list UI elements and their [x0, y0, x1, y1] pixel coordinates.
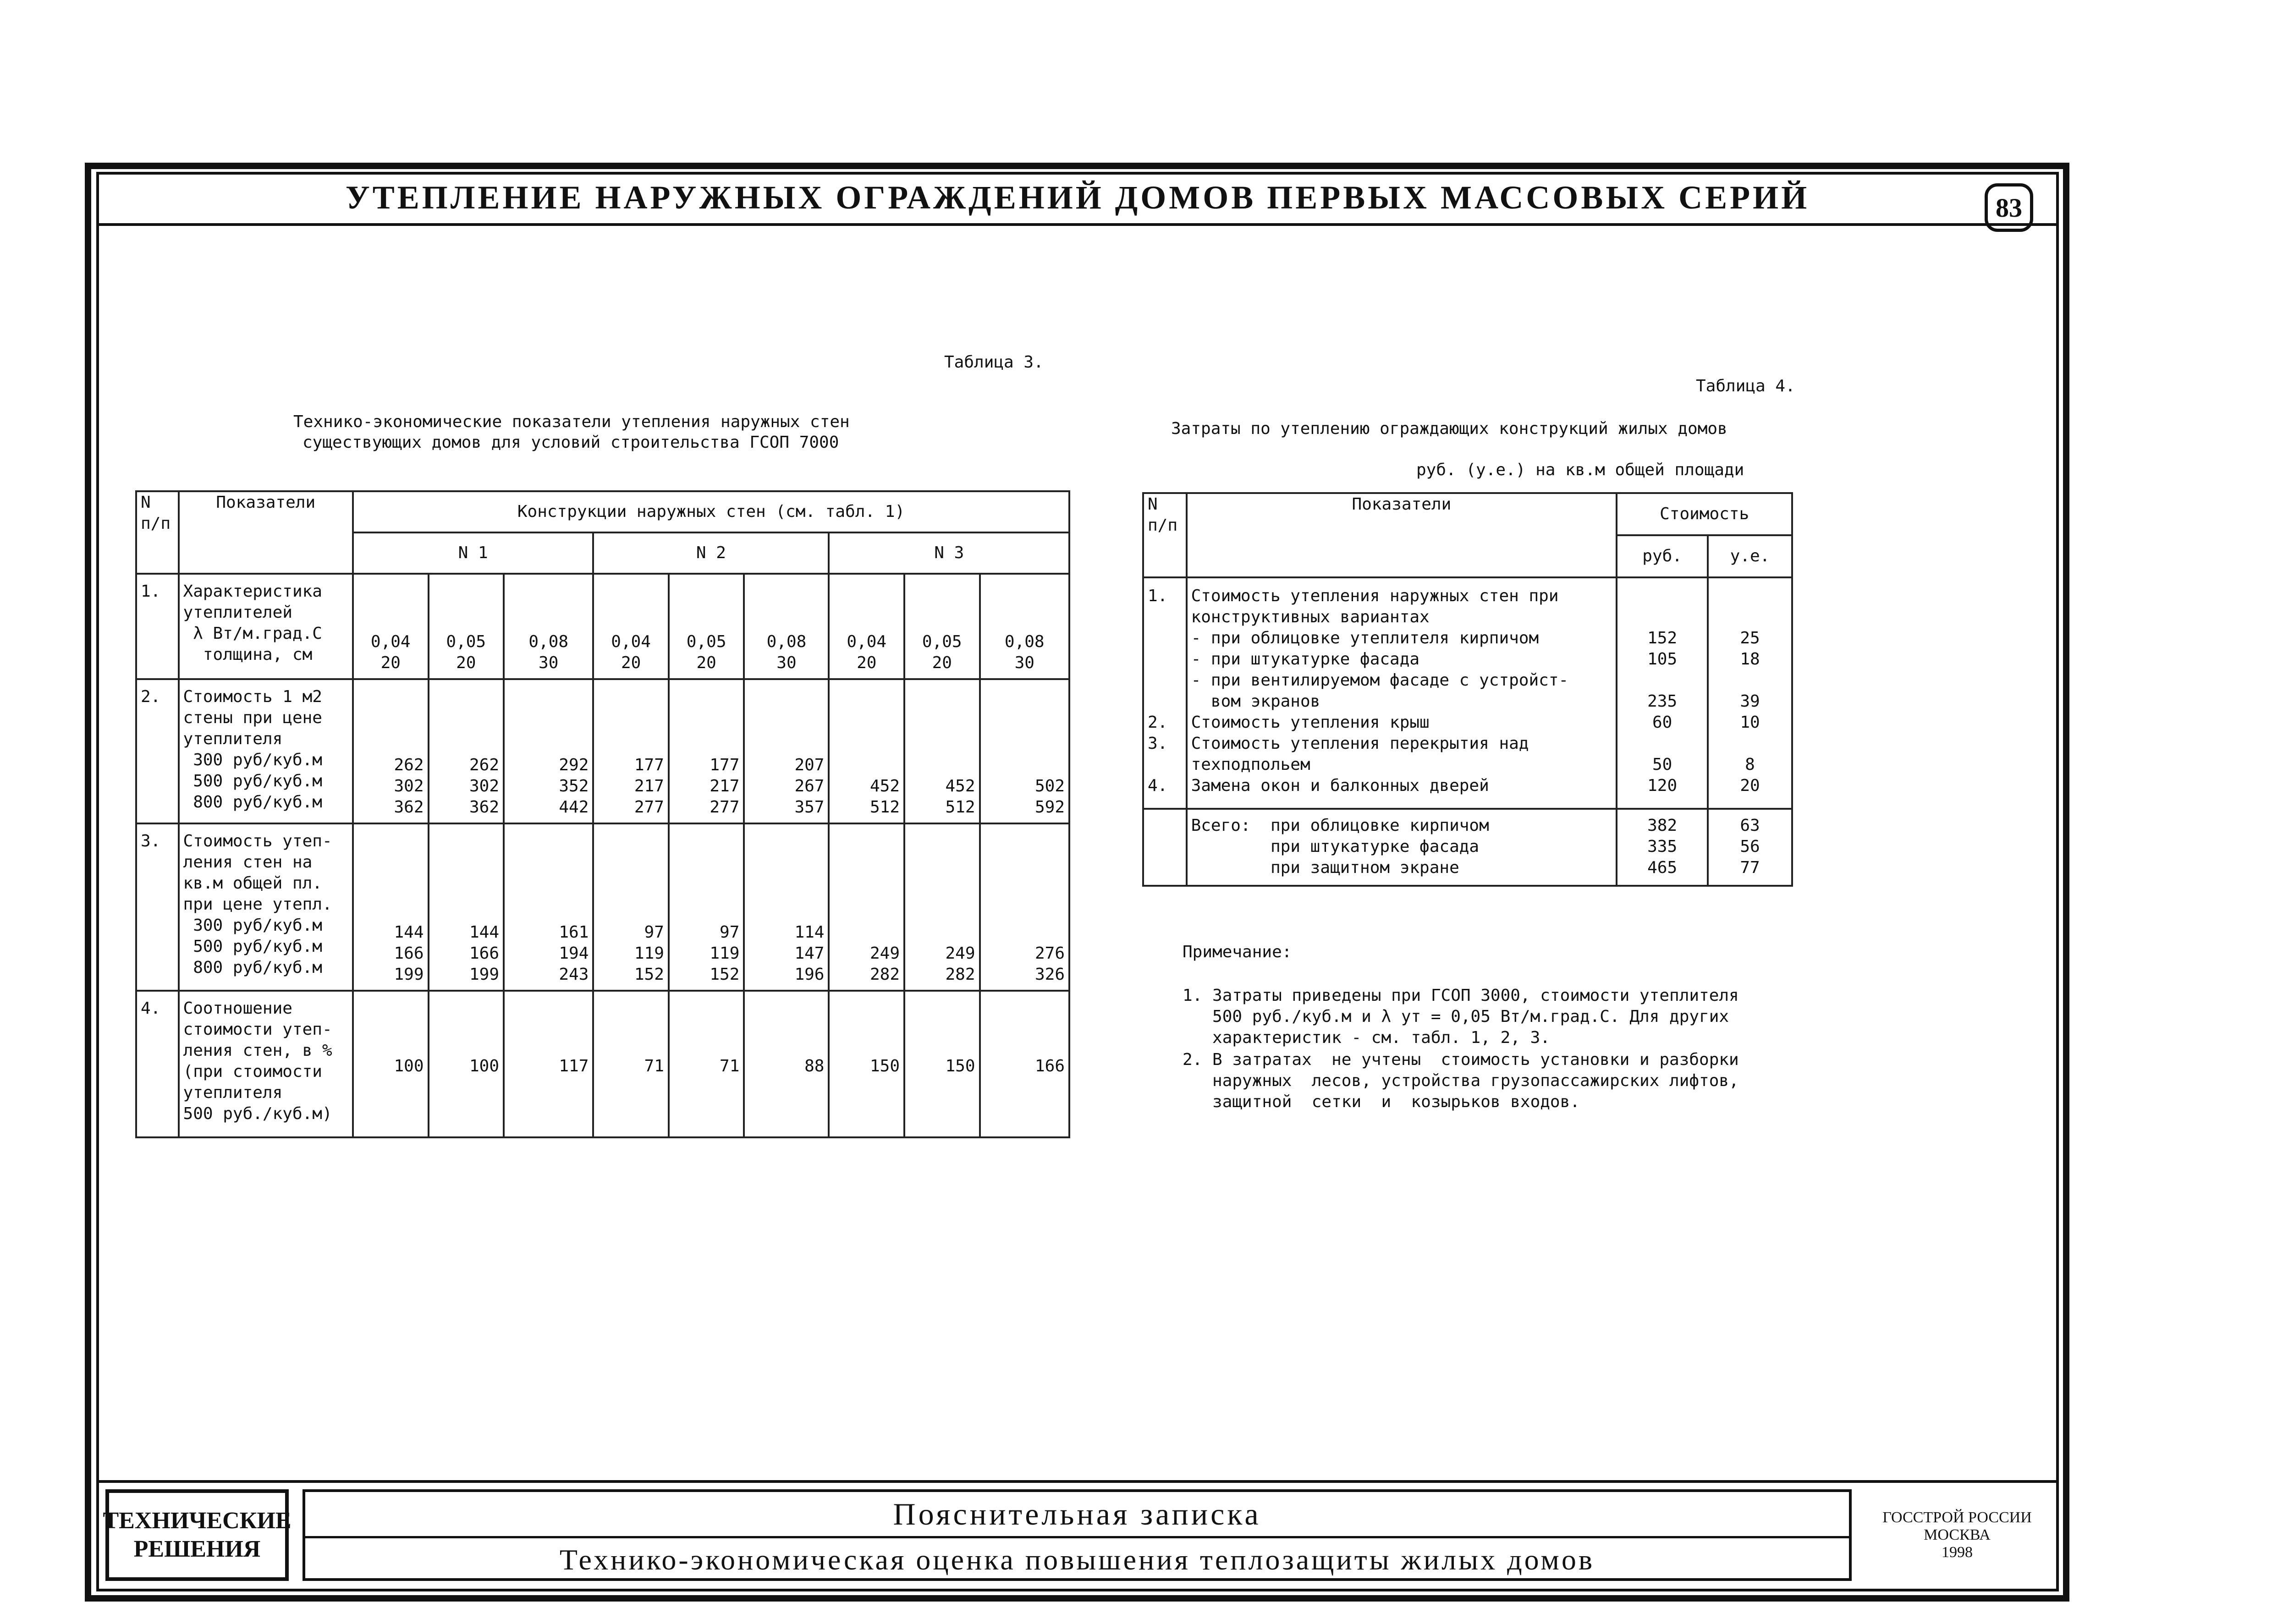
table3-cell: 0,05 20: [429, 574, 504, 679]
table4-caption-2: руб. (у.е.) на кв.м общей площади: [1416, 461, 1744, 479]
table3-cell: 452 512: [904, 679, 980, 823]
page-number: 83: [1985, 183, 2033, 232]
table4-body-label: Стоимость утепления наружных стен при конструктивных вариантах - при облицовке утеплителя кирпичом - при штукатурке фасада - при вентилируемом фасаде с устройст- вом экранов Стоимость утепления крыш Стоимость утепления перекрытия над техподпольем Замена окон и балконных дверей: [1187, 577, 1617, 809]
note-2: 2. В затратах не учтены стоимость установки и разборки наружных лесов, устройства грузопассажирских лифтов, защитной сетки и козырьков входов.: [1183, 1050, 1739, 1111]
table3-cell: 262 302 362: [429, 679, 504, 823]
table3-cell: 276 326: [980, 823, 1069, 991]
footer-publisher-year: 1998: [1942, 1544, 1973, 1561]
table3-row: [136, 574, 1069, 679]
table3-cell: 452 512: [829, 679, 904, 823]
table4-head-indicators: Показатели: [1187, 493, 1617, 577]
table4-head-cost: Стоимость: [1617, 493, 1792, 535]
footer-publisher-name: ГОССТРОЙ РОССИИ: [1882, 1509, 2032, 1526]
table3-cell: 0,05 20: [669, 574, 744, 679]
table3-cell: 150: [829, 991, 904, 1137]
table3-cell: 71: [669, 991, 744, 1137]
notes-title: Примечание:: [1183, 943, 1292, 961]
table3-row: [136, 823, 1069, 991]
table3-group-n3: N 3: [829, 532, 1069, 574]
table4-caption-1: Затраты по утеплению ограждающих конструкций жилых домов: [1171, 419, 1727, 438]
footer-publisher-city: МОСКВА: [1924, 1526, 1991, 1543]
table3-cell: 88: [744, 991, 829, 1137]
table4-head-num: N п/п: [1143, 493, 1187, 577]
footer-left-text: ТЕХНИЧЕСКИЕ РЕШЕНИЯ: [103, 1508, 292, 1562]
table3-head-constructions: Конструкции наружных стен (см. табл. 1): [353, 491, 1069, 532]
table4: [1142, 492, 1793, 887]
table3-cell: 97 119 152: [593, 823, 669, 991]
table3-row-num: 2.: [136, 679, 179, 823]
table3-cell: 144 166 199: [353, 823, 429, 991]
table3-cell: 0,08 30: [504, 574, 593, 679]
footer-stamp-left: [103, 1489, 292, 1581]
table3-cell: 249 282: [904, 823, 980, 991]
table3-row: [136, 991, 1069, 1137]
table3-caption-1: Технико-экономические показатели утепления наружных стен: [293, 412, 850, 431]
table3-row-num: 3.: [136, 823, 179, 991]
table3-cell: 144 166 199: [429, 823, 504, 991]
footer-line-2: Технико-экономическая оценка повышения теплозащиты жилых домов: [559, 1543, 1595, 1576]
table3-row-label: Стоимость 1 м2 стены при цене утеплителя 300 руб/куб.м 500 руб/куб.м 800 руб/куб.м: [179, 679, 353, 823]
table4-body-num: 1. 2. 3. 4.: [1143, 577, 1187, 809]
table3-cell: 0,08 30: [980, 574, 1069, 679]
table4-label: Таблица 4.: [1696, 377, 1795, 395]
table3-row-num: 4.: [136, 991, 179, 1137]
table3-head-indicators: Показатели: [179, 491, 353, 574]
table3-cell: 71: [593, 991, 669, 1137]
table3-group-n1: N 1: [353, 532, 593, 574]
table3-label: Таблица 3.: [944, 353, 1044, 372]
footer-line-1: Пояснительная записка: [305, 1492, 1849, 1538]
table3-group-n2: N 2: [593, 532, 829, 574]
table4-head-ue: у.е.: [1708, 535, 1792, 577]
table3-cell: 0,08 30: [744, 574, 829, 679]
table3-row-label: Стоимость утеп- ления стен на кв.м общей пл. при цене утепл. 300 руб/куб.м 500 руб/куб.м 800 руб/куб.м: [179, 823, 353, 991]
table3-cell: 502 592: [980, 679, 1069, 823]
footer-title-block: [303, 1489, 1852, 1581]
table3-cell: 161 194 243: [504, 823, 593, 991]
table3-row-num: 1.: [136, 574, 179, 679]
table3-cell: 100: [353, 991, 429, 1137]
table3-caption-2: существующих домов для условий строительства ГСОП 7000: [303, 433, 839, 452]
table3-cell: 114 147 196: [744, 823, 829, 991]
table3-cell: 117: [504, 991, 593, 1137]
footer-publisher: [1865, 1489, 2049, 1581]
table3-row: [136, 679, 1069, 823]
table4-head-rub: руб.: [1617, 535, 1708, 577]
table3-cell: 0,04 20: [353, 574, 429, 679]
table3-cell: 97 119 152: [669, 823, 744, 991]
page-title: УТЕПЛЕНИЕ НАРУЖНЫХ ОГРАЖДЕНИЙ ДОМОВ ПЕРВЫХ МАССОВЫХ СЕРИЙ: [345, 179, 1810, 216]
table4-body-rub: 152 105 235 60 50 120: [1617, 577, 1708, 809]
note-1: 1. Затраты приведены при ГСОП 3000, стоимости утеплителя 500 руб./куб.м и λ ут = 0,05 Вт/м.град.С. Для других характеристик - см. табл. 1, 2, 3.: [1183, 986, 1739, 1047]
table4-total-ue: 63 56 77: [1708, 809, 1792, 886]
table3-cell: 207 267 357: [744, 679, 829, 823]
table3-cell: 249 282: [829, 823, 904, 991]
table3-cell: 292 352 442: [504, 679, 593, 823]
table3-cell: 177 217 277: [669, 679, 744, 823]
table3-cell: 262 302 362: [353, 679, 429, 823]
table3: [135, 490, 1070, 1138]
title-bar: [96, 172, 2059, 226]
table3-row-label: Соотношение стоимости утеп- ления стен, в % (при стоимости утеплителя 500 руб./куб.м): [179, 991, 353, 1137]
table3-cell: 0,05 20: [904, 574, 980, 679]
table3-cell: 0,04 20: [829, 574, 904, 679]
table3-cell: 100: [429, 991, 504, 1137]
table4-total-label: Всего: при облицовке кирпичом при штукатурке фасада при защитном экране: [1187, 809, 1617, 886]
table4-total-num: [1143, 809, 1187, 886]
table3-cell: 0,04 20: [593, 574, 669, 679]
table3-cell: 166: [980, 991, 1069, 1137]
table4-total-rub: 382 335 465: [1617, 809, 1708, 886]
table3-row-label: Характеристика утеплителей λ Вт/м.град.С толщина, см: [179, 574, 353, 679]
table3-head-num: N п/п: [136, 491, 179, 574]
table4-body-ue: 25 18 39 10 8 20: [1708, 577, 1792, 809]
table3-cell: 177 217 277: [593, 679, 669, 823]
table3-cell: 150: [904, 991, 980, 1137]
